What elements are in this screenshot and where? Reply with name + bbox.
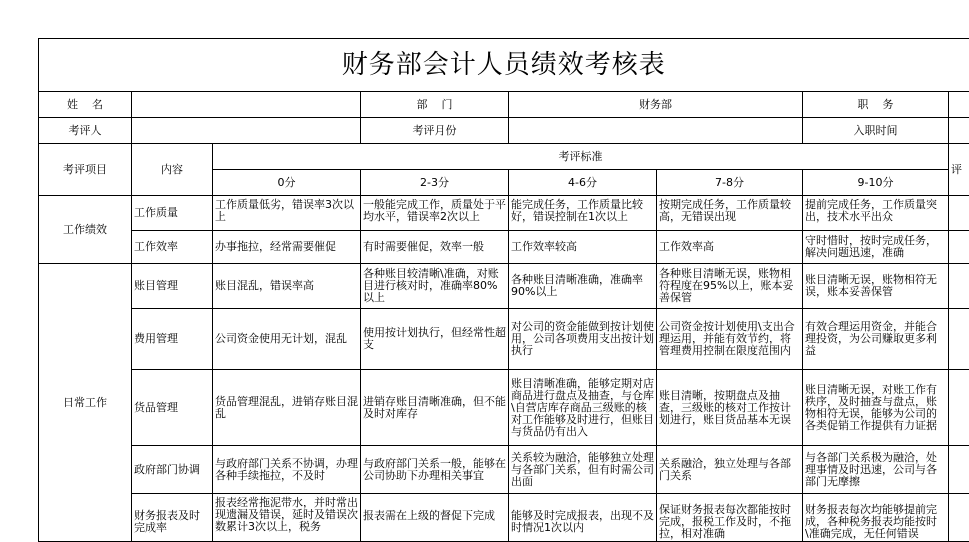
score-header-4: 9-10分 bbox=[803, 170, 949, 196]
header-item: 考评项目 bbox=[39, 144, 132, 196]
row-content: 财务报表及时完成率 bbox=[132, 494, 213, 542]
score-cell: 有效合理运用资金，并能合理投资，为公司赚取更多利益 bbox=[803, 309, 949, 370]
score-cell: 账目混乱，错误率高 bbox=[213, 264, 361, 309]
score-cell: 工作效率高 bbox=[657, 231, 803, 264]
table-row bbox=[39, 446, 969, 494]
score-input-cell[interactable] bbox=[949, 446, 969, 494]
score-header-1: 2-3分 bbox=[361, 170, 509, 196]
group-label: 工作绩效 bbox=[39, 196, 132, 264]
score-cell: 守时惜时，按时完成任务，解决问题迅速，准确 bbox=[803, 231, 949, 264]
score-cell: 关系较为融洽，能够独立处理与各部门关系，但有时需公司出面 bbox=[509, 446, 657, 494]
name-value-cell[interactable] bbox=[132, 92, 361, 118]
score-header-0: 0分 bbox=[213, 170, 361, 196]
hire-value-cell[interactable] bbox=[949, 118, 969, 144]
score-cell: 提前完成任务，工作质量突出，技术水平出众 bbox=[803, 196, 949, 231]
table-row bbox=[39, 196, 969, 231]
table-row bbox=[39, 370, 969, 446]
appraisal-table bbox=[38, 38, 969, 542]
score-header-3: 7-8分 bbox=[657, 170, 803, 196]
position-value-cell[interactable] bbox=[949, 92, 969, 118]
score-cell: 对公司的资金能做到按计划使用，公司各项费用支出按计划执行 bbox=[509, 309, 657, 370]
score-cell: 账目清晰无误，对账工作有秩序，及时抽查与盘点，账物相符无误，能够为公司的各类促销工作提供有力证据 bbox=[803, 370, 949, 446]
row-content: 费用管理 bbox=[132, 309, 213, 370]
score-cell: 公司资金使用无计划，混乱 bbox=[213, 309, 361, 370]
score-input-cell[interactable] bbox=[949, 264, 969, 309]
score-cell: 能完成任务，工作质量比较好，错误控制在1次以上 bbox=[509, 196, 657, 231]
month-label: 考评月份 bbox=[361, 118, 509, 144]
score-cell: 关系融洽，独立处理与各部门关系 bbox=[657, 446, 803, 494]
header-standard: 考评标准 bbox=[213, 144, 949, 170]
score-input-cell[interactable] bbox=[949, 494, 969, 542]
reviewer-label: 考评人 bbox=[39, 118, 132, 144]
score-header-2: 4-6分 bbox=[509, 170, 657, 196]
score-cell: 财务报表每次均能够提前完成，各种税务报表均能按时\准确完成，无任何错误 bbox=[803, 494, 949, 542]
dept-value[interactable]: 财务部 bbox=[509, 92, 803, 118]
score-cell: 有时需要催促，效率一般 bbox=[361, 231, 509, 264]
score-cell: 公司资金按计划使用\支出合理运用，并能有效节约，将管理费用控制在限度范围内 bbox=[657, 309, 803, 370]
score-cell: 进销存账目清晰准确，但不能及时对库存 bbox=[361, 370, 509, 446]
row-content: 工作效率 bbox=[132, 231, 213, 264]
score-cell: 与政府部门关系不协调，办理各种手续拖拉，不及时 bbox=[213, 446, 361, 494]
score-cell: 报表需在上级的督促下完成 bbox=[361, 494, 509, 542]
score-cell: 账目清晰准确，能够定期对店商品进行盘点及抽查，与仓库\自营店库存商品三级账的核对工作能够及时进行，但账目与货品仍有出入 bbox=[509, 370, 657, 446]
header-content: 内容 bbox=[132, 144, 213, 196]
header-cut-cell bbox=[949, 144, 969, 196]
score-cell: 与政府部门关系一般，能够在公司协助下办理相关事宜 bbox=[361, 446, 509, 494]
score-cell: 各种账目清晰无误，账物相符程度在95%以上，账本妥善保管 bbox=[657, 264, 803, 309]
score-cell: 报表经常拖泥带水，并时常出现遗漏及错误，延时及错误次数累计3次以上，税务 bbox=[213, 494, 361, 542]
score-cell: 保证财务报表每次都能按时完成，报税工作及时，不拖拉，相对准确 bbox=[657, 494, 803, 542]
score-cell: 工作质量低劣，错误率3次以上 bbox=[213, 196, 361, 231]
month-value-cell[interactable] bbox=[509, 118, 803, 144]
score-cell: 货品管理混乱，进销存账目混乱 bbox=[213, 370, 361, 446]
name-label: 姓 名 bbox=[39, 92, 132, 118]
appraisal-sheet bbox=[38, 38, 960, 540]
score-cell: 能够及时完成报表，出现不及时情况1次以内 bbox=[509, 494, 657, 542]
hire-label: 入职时间 bbox=[803, 118, 949, 144]
row-content: 账目管理 bbox=[132, 264, 213, 309]
reviewer-value-cell[interactable] bbox=[132, 118, 361, 144]
row-content: 货品管理 bbox=[132, 370, 213, 446]
row-content: 工作质量 bbox=[132, 196, 213, 231]
table-row bbox=[39, 309, 969, 370]
header-cut-char: 评 bbox=[951, 162, 962, 176]
position-label: 职 务 bbox=[803, 92, 949, 118]
score-cell: 办事拖拉，经常需要催促 bbox=[213, 231, 361, 264]
score-cell: 使用按计划执行，但经常性超支 bbox=[361, 309, 509, 370]
row-content: 政府部门协调 bbox=[132, 446, 213, 494]
score-input-cell[interactable] bbox=[949, 196, 969, 231]
score-input-cell[interactable] bbox=[949, 231, 969, 264]
score-cell: 账目清晰无误，账物相符无误，账本妥善保管 bbox=[803, 264, 949, 309]
score-input-cell[interactable] bbox=[949, 370, 969, 446]
score-cell: 与各部门关系极为融洽，处理事情及时迅速，公司与各部门无摩擦 bbox=[803, 446, 949, 494]
score-cell: 按期完成任务，工作质量较高，无错误出现 bbox=[657, 196, 803, 231]
table-row bbox=[39, 494, 969, 542]
score-cell: 工作效率较高 bbox=[509, 231, 657, 264]
score-cell: 账目清晰，按期盘点及抽查，三级账的核对工作按计划进行，账目货品基本无误 bbox=[657, 370, 803, 446]
dept-label: 部 门 bbox=[361, 92, 509, 118]
score-cell: 各种账目较清晰\准确，对账目进行核对时，准确率80%以上 bbox=[361, 264, 509, 309]
table-row bbox=[39, 231, 969, 264]
group-label: 日常工作 bbox=[39, 264, 132, 542]
score-cell: 一般能完成工作，质量处于平均水平，错误率2次以上 bbox=[361, 196, 509, 231]
score-input-cell[interactable] bbox=[949, 309, 969, 370]
page-title: 财务部会计人员绩效考核表 bbox=[39, 39, 969, 92]
score-cell: 各种账目清晰准确，准确率90%以上 bbox=[509, 264, 657, 309]
table-row bbox=[39, 264, 969, 309]
